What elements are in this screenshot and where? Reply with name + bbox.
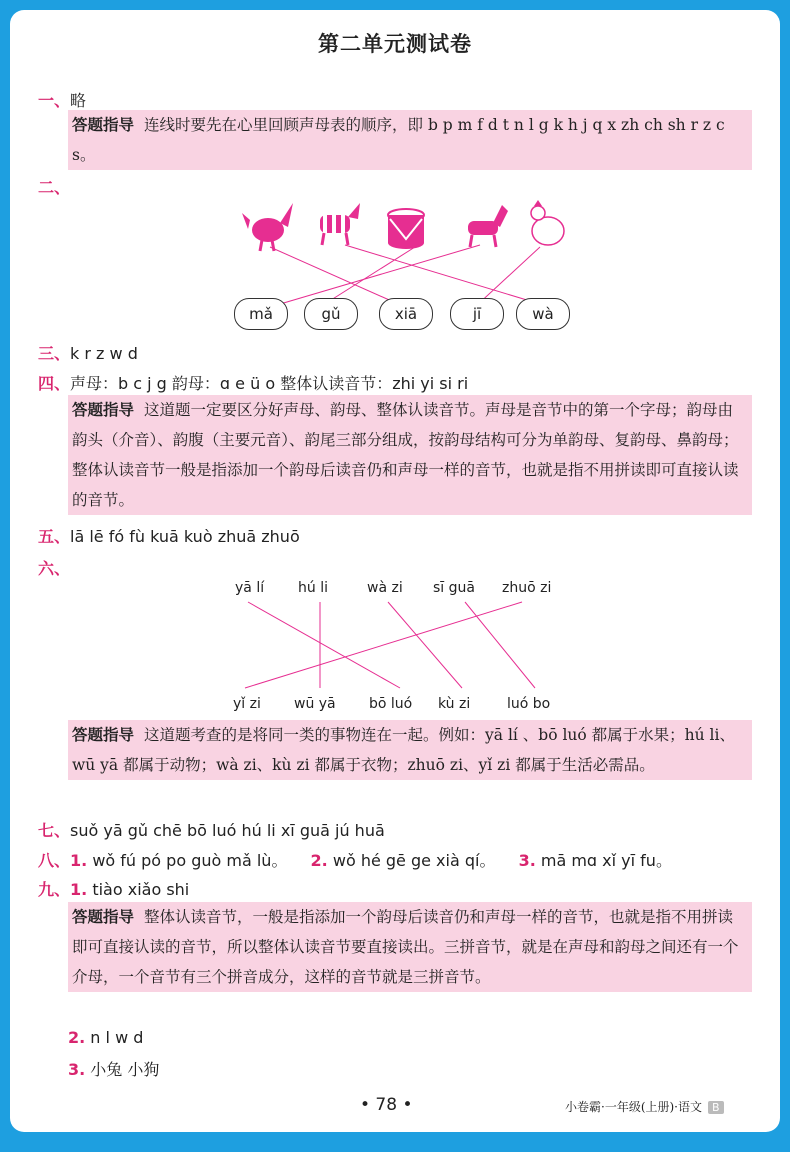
q1-line xyxy=(38,88,86,111)
q4-hint xyxy=(68,395,752,515)
zebra-icon xyxy=(320,203,360,245)
q4-hint-text: 这道题一定要区分好声母、韵母、整体认读音节。声母是音节中的第一个字母；韵母由韵头（介音）、韵腹（主要元音）、韵尾三部分组成，按韵母结构可分为单韵母、复韵母、鼻韵母；整体认读音节一般是指添加一个韵母后读音仍和声母一样的音节，也就是指不用拼读即可直接认读的音节。 xyxy=(72,401,739,509)
q6-top-word: wà zi xyxy=(367,580,403,596)
match-line xyxy=(245,602,522,688)
match-line xyxy=(388,602,462,688)
q9-hint-text: 整体认读音节，一般是指添加一个韵母后读音仍和声母一样的音节，也就是指不用拼读即可直接认读的音节，所以整体认读音节要直接读出。三拼音节，就是在声母和韵母之间还有一个介母，一个音节有三个拼音成分，这样的音节就是三拼音节。 xyxy=(72,908,739,986)
q8-line xyxy=(38,848,672,871)
q4-number: 四、 xyxy=(38,374,71,393)
q6-match-lines xyxy=(10,600,780,692)
q5-answer: lā lē fó fù kuā kuò zhuā zhuō xyxy=(70,527,300,546)
q3-answer: k r z w d xyxy=(70,344,138,363)
q3-number: 三、 xyxy=(38,344,71,363)
rooster-icon xyxy=(242,203,293,251)
q8-sub-number: 3. xyxy=(518,851,536,870)
q9-sub2 xyxy=(68,1028,143,1047)
match-line xyxy=(248,602,400,688)
drum-icon xyxy=(388,209,424,249)
match-line xyxy=(465,602,535,688)
q9-hint xyxy=(68,902,752,992)
q9-sub-number: 3. xyxy=(68,1060,86,1079)
q5-number: 五、 xyxy=(38,527,71,546)
q9-number: 九、 xyxy=(38,880,71,899)
q7-number: 七、 xyxy=(38,821,71,840)
q1-hint-text: 连线时要先在心里回顾声母表的顺序，即 b p m f d t n l g k h j q x zh ch sh r z c s。 xyxy=(72,116,725,164)
q1-number: 一、 xyxy=(38,91,71,110)
q9-sub3 xyxy=(68,1057,159,1080)
q6-number: 六、 xyxy=(38,559,71,578)
page-title: 第二单元测试卷 xyxy=(318,32,472,56)
q8-sub-number: 2. xyxy=(310,851,328,870)
q9-sub-number: 2. xyxy=(68,1028,86,1047)
q1-hint xyxy=(68,110,752,170)
hint-tag: 答题指导 xyxy=(72,908,135,926)
q6-hint-text: 这道题考查的是将同一类的事物连在一起。例如：yā lí 、bō luó 都属于水果；hú li、wū yā 都属于动物；wà zi、kù zi 都属于衣物；zhuō zi、yǐ zi 都属于生活必需品。 xyxy=(72,726,735,774)
q8-answer-2: wǒ hé gē ge xià qí。 xyxy=(327,851,496,870)
q2-number: 二、 xyxy=(38,178,71,197)
q9-answer-1: tiào xiǎo shi xyxy=(87,880,190,899)
q6-bottom-word: wū yā xyxy=(294,696,336,712)
pinyin-card: mǎ xyxy=(234,298,288,330)
q6-top-word: yā lí xyxy=(235,580,265,596)
q9-line xyxy=(38,877,189,900)
q7-line xyxy=(38,818,385,841)
q8-answer-1: wǒ fú pó po guò mǎ lù。 xyxy=(87,851,288,870)
pinyin-card: wà xyxy=(516,298,570,330)
q9-sub-number: 1. xyxy=(70,880,88,899)
q7-answer: suǒ yā gǔ chē bō luó hú li xī guā jú huā xyxy=(70,821,385,840)
q6-top-word: hú li xyxy=(298,580,328,596)
q6-bottom-word: luó bo xyxy=(507,696,551,712)
q6-line xyxy=(38,556,70,579)
q6-top-word: zhuō zi xyxy=(502,580,552,596)
q8-number: 八、 xyxy=(38,851,71,870)
q6-bottom-word: kù zi xyxy=(438,696,471,712)
horse-icon xyxy=(468,205,508,247)
hint-tag: 答题指导 xyxy=(72,726,135,744)
pinyin-card: gǔ xyxy=(304,298,358,330)
q6-bottom-word: bō luó xyxy=(369,696,413,712)
q6-top-word: sī guā xyxy=(433,580,475,596)
hint-tag: 答题指导 xyxy=(72,401,135,419)
q9-answer-3: 小兔 小狗 xyxy=(85,1060,160,1079)
q5-line xyxy=(38,524,300,547)
q4-line xyxy=(38,371,468,394)
q4-answer: 声母：b c j g 韵母：ɑ e ü o 整体认读音节：zhi yi si ri xyxy=(70,374,469,393)
q9-answer-2: n l w d xyxy=(85,1028,144,1047)
q6-hint xyxy=(68,720,752,780)
q8-sub-number: 1. xyxy=(70,851,88,870)
q6-bottom-word: yǐ zi xyxy=(233,696,261,712)
q3-line xyxy=(38,341,138,364)
volume-badge: B xyxy=(708,1101,724,1114)
book-info xyxy=(565,1098,724,1115)
answer-page xyxy=(10,10,780,1132)
page-number: • 78 • xyxy=(360,1095,413,1115)
book-title: 小卷霸·一年级(上册)·语文 xyxy=(565,1100,702,1114)
pinyin-card: xiā xyxy=(379,298,433,330)
q1-answer: 略 xyxy=(70,91,87,110)
hint-tag: 答题指导 xyxy=(72,116,135,134)
pinyin-card: jī xyxy=(450,298,504,330)
hen-icon xyxy=(531,200,564,245)
q8-answer-3: mā mɑ xǐ yī fu。 xyxy=(535,851,672,870)
